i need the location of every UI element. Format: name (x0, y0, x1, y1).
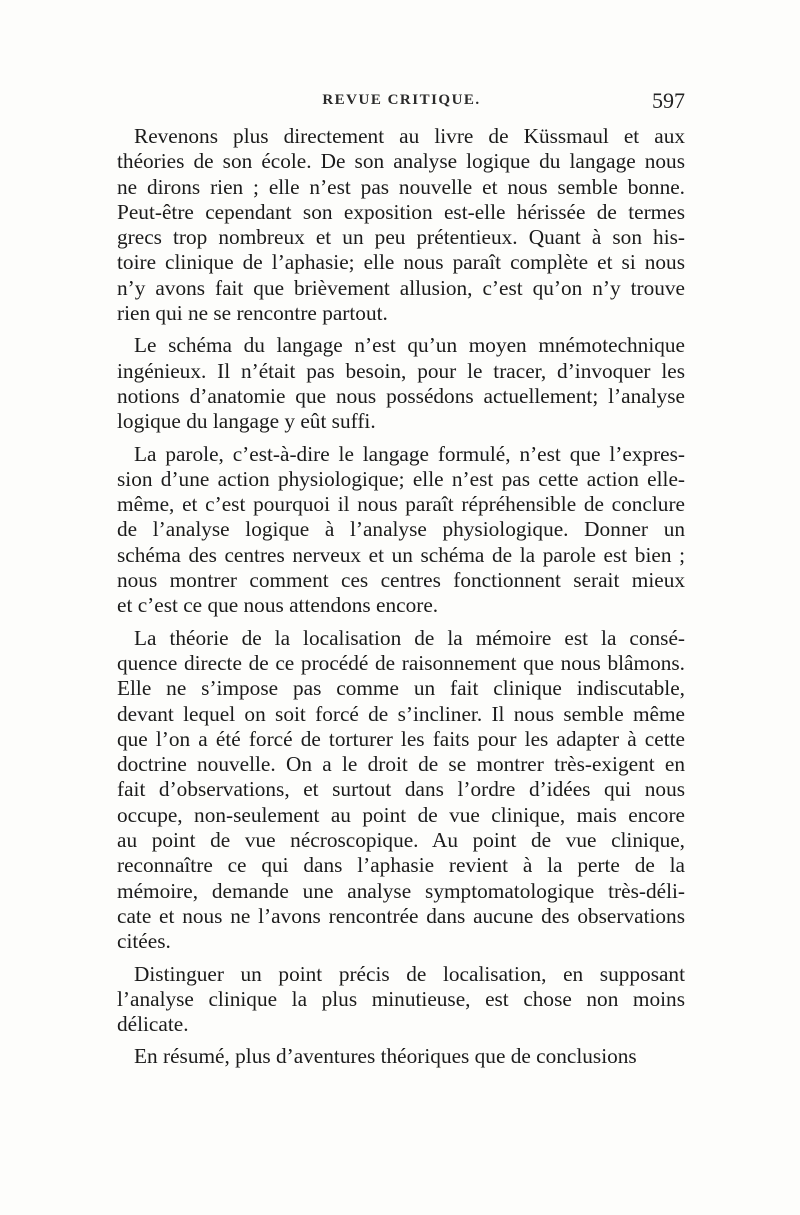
text-line: doctrine nouvelle. On a le droit de se montrer très-exigent en (117, 752, 685, 777)
text-line: Elle ne s’impose pas comme un fait clinique indiscutable, (117, 676, 685, 701)
text-line: de l’analyse logique à l’analyse physiologique. Donner un (117, 517, 685, 542)
text-line: devant lequel on soit forcé de s’incliner. Il nous semble même (117, 701, 685, 726)
paragraph (117, 442, 685, 619)
text-line: Revenons plus directement au livre de Küssmaul et aux (134, 124, 685, 148)
text-line: n’y avons fait que brièvement allusion, c’est qu’on n’y trouve (117, 275, 685, 300)
text-line: logique du langage y eût suffi. (117, 409, 376, 434)
text-line: cate et nous ne l’avons rencontrée dans aucune des observations (117, 903, 685, 928)
text-line: délicate. (117, 1012, 189, 1037)
text-line: rien qui ne se rencontre partout. (117, 301, 388, 326)
paragraph (117, 626, 685, 955)
text-line: sion d’une action physiologique; elle n’est pas cette action elle- (117, 466, 685, 491)
paragraph (117, 333, 685, 434)
text-line: même, et c’est pourquoi il nous paraît répréhensible de conclure (117, 492, 685, 517)
text-line: quence directe de ce procédé de raisonnement que nous blâmons. (117, 650, 685, 675)
page-header (118, 88, 685, 122)
text-line: ne dirons rien ; elle n’est pas nouvelle et nous semble bonne. (117, 174, 685, 199)
text-line: au point de vue nécroscopique. Au point de vue clinique, (117, 828, 685, 853)
text-line: toire clinique de l’aphasie; elle nous paraît complète et si nous (117, 250, 685, 275)
text-line: Distinguer un point précis de localisation, en supposant (134, 961, 685, 986)
paragraph (117, 124, 685, 326)
text-line: mémoire, demande une analyse symptomatologique très-déli- (117, 878, 685, 903)
text-line: grecs trop nombreux et un peu prétentieux. Quant à son his- (117, 225, 685, 250)
text-line: citées. (117, 929, 171, 954)
body-text (117, 124, 685, 1070)
text-line: théories de son école. De son analyse logique du langage nous (117, 149, 685, 174)
text-line: Peut-être cependant son exposition est-elle hérissée de termes (117, 199, 685, 224)
text-line: Le schéma du langage n’est qu’un moyen mnémotechnique (134, 333, 685, 358)
text-line: que l’on a été forcé de torturer les faits pour les adapter à cette (117, 726, 685, 751)
text-line: En résumé, plus d’aventures théoriques que de conclusions (134, 1044, 637, 1069)
running-title: REVUE CRITIQUE. (322, 92, 481, 108)
text-line: La parole, c’est-à-dire le langage formulé, n’est que l’expres- (134, 441, 685, 466)
page-number: 597 (652, 88, 685, 113)
text-line: notions d’anatomie que nous possédons actuellement; l’analyse (117, 383, 685, 408)
text-line: reconnaître ce qui dans l’aphasie revient à la perte de la (117, 853, 685, 878)
paragraph (117, 962, 685, 1038)
text-line: ingénieux. Il n’était pas besoin, pour le tracer, d’invoquer les (117, 358, 685, 383)
text-line: occupe, non-seulement au point de vue clinique, mais encore (117, 802, 685, 827)
text-line: l’analyse clinique la plus minutieuse, est chose non moins (117, 986, 685, 1011)
text-line: fait d’observations, et surtout dans l’ordre d’idées qui nous (117, 777, 685, 802)
paragraph (117, 1044, 685, 1069)
text-line: et c’est ce que nous attendons encore. (117, 593, 439, 618)
text-line: nous montrer comment ces centres fonctionnent serait mieux (117, 568, 685, 593)
text-line: La théorie de la localisation de la mémoire est la consé- (134, 625, 685, 650)
text-line: schéma des centres nerveux et un schéma de la parole est bien ; (117, 542, 685, 567)
